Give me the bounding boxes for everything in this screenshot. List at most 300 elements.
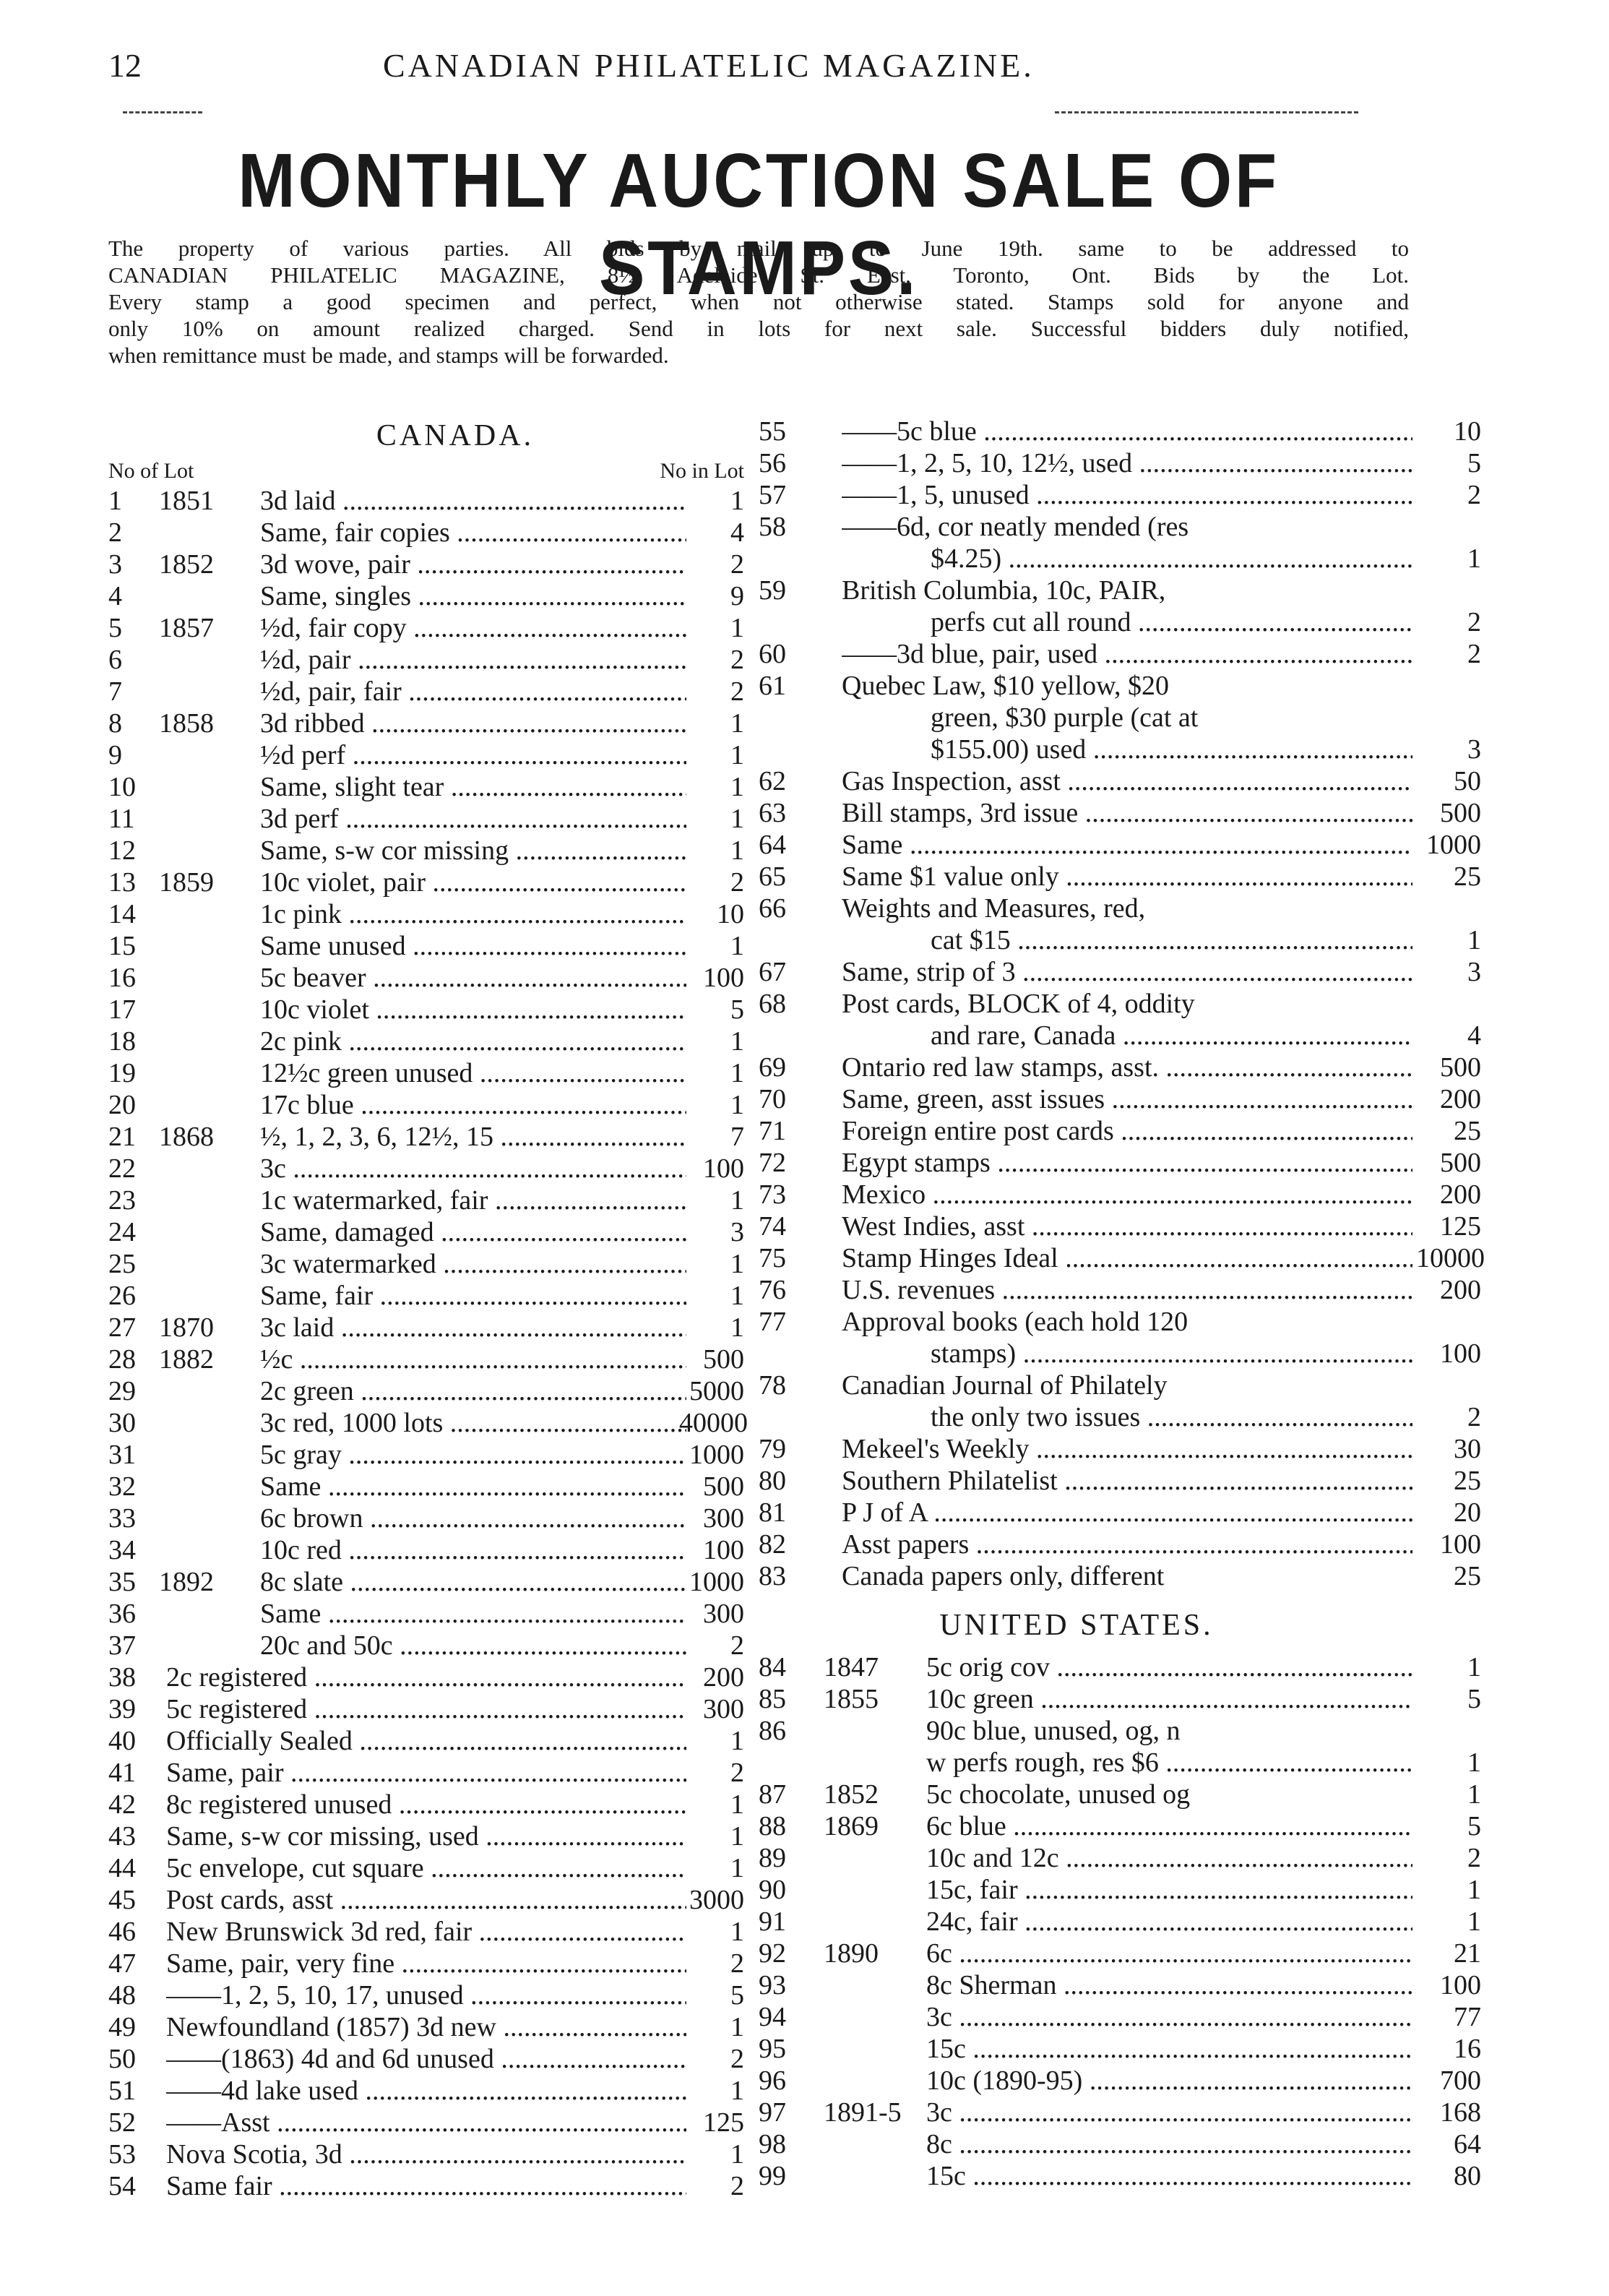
intro-line: when remittance must be made, and stamps will be forwarded. bbox=[108, 343, 669, 368]
lot-row bbox=[108, 1598, 744, 1630]
lot-description: the only two issues ..... bbox=[931, 1401, 1412, 1433]
lot-number: 51 bbox=[108, 2076, 136, 2106]
lot-row bbox=[759, 670, 1481, 702]
lot-number: 9 bbox=[108, 740, 122, 770]
lot-number: 5 bbox=[108, 613, 122, 643]
lot-number: 68 bbox=[759, 989, 786, 1019]
lot-row bbox=[108, 1089, 744, 1121]
lot-row bbox=[108, 1725, 744, 1757]
lot-quantity: 10000 bbox=[1416, 1243, 1485, 1273]
lot-description: U.S. revenues ..... bbox=[842, 1274, 1412, 1306]
lot-number: 92 bbox=[759, 1938, 786, 1969]
lot-row bbox=[759, 511, 1481, 543]
intro-line: CANADIAN PHILATELIC MAGAZINE, 8½ Adelaide St. East, Toronto, Ont. Bids by the Lot. bbox=[108, 262, 1409, 288]
lot-description: 15c ..... bbox=[926, 2160, 1412, 2192]
lot-quantity: 1 bbox=[730, 1821, 744, 1852]
lot-number: 8 bbox=[108, 708, 122, 739]
lot-number: 60 bbox=[759, 639, 786, 669]
lot-description: Mekeel's Weekly ..... bbox=[842, 1433, 1412, 1465]
lot-quantity: 100 bbox=[703, 1153, 744, 1184]
lot-number: 54 bbox=[108, 2171, 136, 2201]
lot-number: 1 bbox=[108, 486, 122, 516]
lot-row bbox=[759, 1083, 1481, 1115]
lot-number: 41 bbox=[108, 1758, 136, 1788]
lot-number: 53 bbox=[108, 2139, 136, 2170]
lot-row bbox=[108, 2170, 744, 2202]
intro-line: only 10% on amount realized charged. Send in lots for next sale. Successful bidders duly notified, bbox=[108, 316, 1409, 341]
lot-description: 6c brown ..... bbox=[260, 1502, 686, 1534]
lot-number: 14 bbox=[108, 899, 136, 929]
lot-year: 1852 bbox=[159, 549, 214, 580]
lot-row bbox=[108, 1312, 744, 1343]
lot-quantity: 1 bbox=[730, 740, 744, 770]
lot-number: 42 bbox=[108, 1789, 136, 1820]
lot-quantity: 5 bbox=[1467, 1684, 1481, 1714]
lot-description: 10c red ..... bbox=[260, 1534, 686, 1566]
intro-paragraph bbox=[108, 235, 1409, 369]
no-in-lot-header: No in Lot bbox=[660, 459, 744, 483]
lot-description: ——Asst ..... bbox=[166, 2107, 686, 2138]
lot-row bbox=[759, 606, 1481, 638]
lot-number: 30 bbox=[108, 1408, 136, 1438]
lot-number: 57 bbox=[759, 480, 786, 510]
lot-number: 82 bbox=[759, 1529, 786, 1560]
lot-row bbox=[108, 867, 744, 898]
lot-number: 37 bbox=[108, 1630, 136, 1661]
lot-row bbox=[759, 1370, 1481, 1401]
lot-quantity: 64 bbox=[1454, 2129, 1481, 2159]
lot-row bbox=[759, 1528, 1481, 1560]
lot-row bbox=[759, 575, 1481, 606]
lot-description: Post cards, asst ..... bbox=[166, 1884, 686, 1916]
lot-number: 66 bbox=[759, 893, 786, 924]
lot-quantity: 100 bbox=[703, 1535, 744, 1565]
lot-number: 36 bbox=[108, 1599, 136, 1629]
lot-row bbox=[108, 1439, 744, 1471]
lot-number: 52 bbox=[108, 2107, 136, 2138]
intro-line: The property of various parties. All bids by mail up to June 19th. same to be addressed to bbox=[108, 236, 1409, 261]
lot-description: 90c blue, unused, og, n bbox=[926, 1716, 1181, 1746]
lot-row bbox=[108, 676, 744, 708]
lot-quantity: 1 bbox=[730, 708, 744, 739]
lot-description: ½d perf ..... bbox=[260, 739, 686, 771]
lot-quantity: 168 bbox=[1440, 2097, 1481, 2128]
lot-quantity: 2 bbox=[1467, 1402, 1481, 1432]
lot-number: 70 bbox=[759, 1084, 786, 1114]
lot-quantity: 16 bbox=[1454, 2034, 1481, 2064]
lot-quantity: 5 bbox=[730, 994, 744, 1025]
lot-row bbox=[108, 835, 744, 867]
lot-quantity: 1 bbox=[730, 804, 744, 834]
lot-number: 74 bbox=[759, 1211, 786, 1242]
lot-quantity: 1 bbox=[730, 2139, 744, 2170]
lot-number: 43 bbox=[108, 1821, 136, 1852]
lot-number: 2 bbox=[108, 517, 122, 548]
lot-row bbox=[759, 2001, 1481, 2033]
lot-row bbox=[759, 2097, 1481, 2128]
lot-quantity: 2 bbox=[1467, 639, 1481, 669]
lot-number: 15 bbox=[108, 931, 136, 961]
lot-description: w perfs rough, res $6 ..... bbox=[926, 1747, 1412, 1779]
lot-number: 23 bbox=[108, 1185, 136, 1216]
lot-quantity: 500 bbox=[703, 1344, 744, 1375]
lot-row bbox=[759, 1465, 1481, 1497]
lot-description: Same ..... bbox=[260, 1471, 686, 1502]
lot-description: ½c ..... bbox=[260, 1343, 686, 1375]
lot-number: 90 bbox=[759, 1875, 786, 1905]
lot-description: Same, fair ..... bbox=[260, 1280, 686, 1312]
lot-year: 1869 bbox=[824, 1811, 879, 1841]
lot-quantity: 1 bbox=[730, 1026, 744, 1057]
lot-quantity: 1 bbox=[730, 931, 744, 961]
lot-number: 78 bbox=[759, 1370, 786, 1401]
lot-quantity: 2 bbox=[1467, 607, 1481, 637]
lot-description: Nova Scotia, 3d ..... bbox=[166, 2138, 686, 2170]
lot-number: 34 bbox=[108, 1535, 136, 1565]
no-of-lot-header: No of Lot bbox=[108, 459, 194, 483]
lot-row bbox=[759, 1747, 1481, 1779]
page-header bbox=[108, 46, 1481, 104]
united-states-lot-list bbox=[759, 1651, 1481, 2192]
canada-column bbox=[108, 416, 748, 2202]
lot-description: 3c red, 1000 lots ..... bbox=[260, 1407, 686, 1439]
lot-description: ——1, 5, unused ..... bbox=[842, 479, 1412, 511]
lot-description: P J of A ..... bbox=[842, 1497, 1412, 1528]
lot-row bbox=[759, 765, 1481, 797]
lot-quantity: 200 bbox=[703, 1662, 744, 1693]
lot-number: 73 bbox=[759, 1179, 786, 1210]
lot-quantity: 1 bbox=[730, 835, 744, 866]
lot-description: Newfoundland (1857) 3d new ..... bbox=[166, 2011, 686, 2043]
lot-row bbox=[108, 803, 744, 835]
page-number: 12 bbox=[108, 47, 142, 84]
lot-number: 63 bbox=[759, 798, 786, 828]
lot-row bbox=[108, 962, 744, 994]
lot-number: 88 bbox=[759, 1811, 786, 1841]
lot-description: Same, green, asst issues ..... bbox=[842, 1083, 1412, 1115]
lot-description: 8c registered unused ..... bbox=[166, 1789, 686, 1820]
lot-row bbox=[108, 549, 744, 580]
lot-quantity: 1 bbox=[1467, 1906, 1481, 1937]
lot-row bbox=[108, 2107, 744, 2138]
lot-row bbox=[759, 1969, 1481, 2001]
lot-number: 38 bbox=[108, 1662, 136, 1693]
lot-quantity: 5 bbox=[1467, 448, 1481, 478]
lot-quantity: 200 bbox=[1440, 1084, 1481, 1114]
lot-quantity: 125 bbox=[1440, 1211, 1481, 1242]
lot-number: 24 bbox=[108, 1217, 136, 1247]
lot-row bbox=[759, 734, 1481, 765]
lot-quantity: 4 bbox=[730, 517, 744, 548]
lot-quantity: 2 bbox=[730, 867, 744, 898]
lot-row bbox=[108, 1026, 744, 1057]
lot-quantity: 500 bbox=[703, 1471, 744, 1502]
lot-row bbox=[759, 1433, 1481, 1465]
lot-quantity: 1 bbox=[1467, 543, 1481, 574]
lot-description: 5c registered ..... bbox=[166, 1693, 686, 1725]
lot-description: Mexico ..... bbox=[842, 1179, 1412, 1211]
lot-quantity: 1 bbox=[730, 772, 744, 802]
lot-row bbox=[759, 1779, 1481, 1810]
lot-description: $4.25) ..... bbox=[931, 543, 1412, 575]
lot-number: 12 bbox=[108, 835, 136, 866]
lot-row bbox=[759, 1306, 1481, 1338]
lot-row bbox=[759, 1715, 1481, 1747]
lot-quantity: 1 bbox=[730, 1185, 744, 1216]
lot-row bbox=[759, 447, 1481, 479]
lot-description: 3d wove, pair ..... bbox=[260, 549, 686, 580]
lot-row bbox=[108, 1820, 744, 1852]
lot-number: 95 bbox=[759, 2034, 786, 2064]
lot-row bbox=[108, 1916, 744, 1948]
lot-quantity: 1 bbox=[730, 1789, 744, 1820]
lot-quantity: 300 bbox=[703, 1599, 744, 1629]
lot-quantity: 1000 bbox=[689, 1440, 744, 1470]
lot-row bbox=[108, 1153, 744, 1184]
lot-description: Same ..... bbox=[842, 829, 1412, 861]
lot-year: 1870 bbox=[159, 1312, 214, 1343]
lot-description: Same $1 value only ..... bbox=[842, 861, 1412, 893]
lot-row bbox=[759, 1274, 1481, 1306]
column-headers bbox=[108, 456, 744, 485]
lot-number: 80 bbox=[759, 1466, 786, 1496]
lot-number: 97 bbox=[759, 2097, 786, 2128]
lot-row bbox=[759, 543, 1481, 575]
lot-number: 35 bbox=[108, 1567, 136, 1597]
lot-description: 2c registered ..... bbox=[166, 1661, 686, 1693]
lot-description: 10c green ..... bbox=[926, 1683, 1412, 1715]
lot-description: 17c blue ..... bbox=[260, 1089, 686, 1121]
lot-quantity: 1 bbox=[730, 2012, 744, 2042]
lot-quantity: 200 bbox=[1440, 1275, 1481, 1305]
lot-row bbox=[108, 1884, 744, 1916]
lot-description: 6c blue ..... bbox=[926, 1810, 1412, 1842]
lot-number: 3 bbox=[108, 549, 122, 580]
lot-number: 26 bbox=[108, 1281, 136, 1311]
lot-quantity: 100 bbox=[703, 963, 744, 993]
lot-description: 10c and 12c ..... bbox=[926, 1842, 1412, 1874]
lot-number: 32 bbox=[108, 1471, 136, 1502]
lot-description: New Brunswick 3d red, fair ..... bbox=[166, 1916, 686, 1948]
lot-number: 13 bbox=[108, 867, 136, 898]
united-states-section-title: UNITED STATES. bbox=[939, 1609, 1214, 1642]
lot-number: 85 bbox=[759, 1684, 786, 1714]
lot-row bbox=[108, 1216, 744, 1248]
lot-description: 2c pink ..... bbox=[260, 1026, 686, 1057]
lot-description: perfs cut all round ..... bbox=[931, 606, 1412, 638]
lot-quantity: 300 bbox=[703, 1694, 744, 1724]
lot-quantity: 2 bbox=[730, 645, 744, 675]
lot-year: 1868 bbox=[159, 1122, 214, 1152]
lot-description: Bill stamps, 3rd issue ..... bbox=[842, 797, 1412, 829]
lot-row bbox=[759, 2065, 1481, 2097]
lot-row bbox=[759, 1179, 1481, 1211]
lot-quantity: 2 bbox=[730, 1630, 744, 1661]
lot-number: 39 bbox=[108, 1694, 136, 1724]
lot-quantity: 700 bbox=[1440, 2065, 1481, 2096]
lot-description: Same, pair, very fine ..... bbox=[166, 1948, 686, 1979]
lot-description: 3d laid ..... bbox=[260, 485, 686, 517]
lot-quantity: 5000 bbox=[689, 1376, 744, 1406]
lot-description: ½d, pair, fair ..... bbox=[260, 676, 686, 708]
lot-number: 17 bbox=[108, 994, 136, 1025]
lot-number: 64 bbox=[759, 830, 786, 860]
lot-quantity: 5 bbox=[1467, 1811, 1481, 1841]
lot-quantity: 1 bbox=[730, 1917, 744, 1947]
lot-description: ——6d, cor neatly mended (res bbox=[842, 512, 1189, 542]
lot-quantity: 30 bbox=[1454, 1434, 1481, 1464]
lot-row bbox=[108, 1630, 744, 1661]
lot-quantity: 500 bbox=[1440, 1052, 1481, 1083]
lot-row bbox=[108, 1502, 744, 1534]
lot-description: 6c ..... bbox=[926, 1938, 1412, 1969]
lot-quantity: 1 bbox=[730, 1090, 744, 1120]
lot-description: ——4d lake used ..... bbox=[166, 2075, 686, 2107]
lot-number: 50 bbox=[108, 2044, 136, 2074]
lot-row bbox=[108, 2043, 744, 2075]
lot-year: 1892 bbox=[159, 1567, 214, 1597]
lot-description: Asst papers ..... bbox=[842, 1528, 1412, 1560]
lot-row bbox=[108, 580, 744, 612]
lot-number: 10 bbox=[108, 772, 136, 802]
lot-year: 1882 bbox=[159, 1344, 214, 1375]
lot-description: Same, damaged ..... bbox=[260, 1216, 686, 1248]
lot-number: 81 bbox=[759, 1497, 786, 1528]
lot-row bbox=[108, 1566, 744, 1598]
lot-row bbox=[759, 861, 1481, 893]
lot-description: Same, s-w cor missing ..... bbox=[260, 835, 686, 867]
lot-row bbox=[108, 2138, 744, 2170]
lot-description: 10c violet ..... bbox=[260, 994, 686, 1026]
lot-number: 87 bbox=[759, 1779, 786, 1810]
lot-description: Same unused ..... bbox=[260, 930, 686, 962]
header-rule-left bbox=[123, 111, 202, 113]
lot-number: 84 bbox=[759, 1652, 786, 1682]
lot-number: 49 bbox=[108, 2012, 136, 2042]
lot-description: 12½c green unused ..... bbox=[260, 1057, 686, 1089]
lot-description: stamps) ..... bbox=[931, 1338, 1412, 1370]
intro-line: Every stamp a good specimen and perfect, when not otherwise stated. Stamps sold for anyone and bbox=[108, 289, 1409, 314]
lot-description: ½, 1, 2, 3, 6, 12½, 15 ..... bbox=[260, 1121, 686, 1153]
lot-description: 3c ..... bbox=[926, 2001, 1412, 2033]
lot-row bbox=[108, 612, 744, 644]
lot-number: 91 bbox=[759, 1906, 786, 1937]
lot-description: 24c, fair ..... bbox=[926, 1906, 1412, 1938]
lot-year: 1852 bbox=[824, 1779, 879, 1810]
lot-row bbox=[108, 1375, 744, 1407]
lot-number: 40 bbox=[108, 1726, 136, 1756]
lot-row bbox=[108, 1757, 744, 1789]
lot-row bbox=[759, 1560, 1481, 1592]
lot-description: British Columbia, 10c, PAIR, bbox=[842, 575, 1166, 606]
lot-row bbox=[759, 1842, 1481, 1874]
lot-description: Weights and Measures, red, bbox=[842, 893, 1146, 924]
lot-description: Same, fair copies ..... bbox=[260, 517, 686, 549]
lot-quantity: 1 bbox=[730, 486, 744, 516]
lot-quantity: 20 bbox=[1454, 1497, 1481, 1528]
lot-quantity: 1 bbox=[730, 1312, 744, 1343]
lot-quantity: 1 bbox=[1467, 1875, 1481, 1905]
lot-number: 94 bbox=[759, 2002, 786, 2032]
lot-row bbox=[108, 1184, 744, 1216]
lot-row bbox=[759, 956, 1481, 988]
lot-quantity: 125 bbox=[703, 2107, 744, 2138]
lot-quantity: 3000 bbox=[689, 1885, 744, 1915]
lot-description: Egypt stamps ..... bbox=[842, 1147, 1412, 1179]
lot-number: 46 bbox=[108, 1917, 136, 1947]
lot-row bbox=[108, 644, 744, 676]
lot-description: cat $15 ..... bbox=[931, 924, 1412, 956]
lot-number: 11 bbox=[108, 804, 135, 834]
lot-description: 20c and 50c ..... bbox=[260, 1630, 686, 1661]
lot-row bbox=[759, 2033, 1481, 2065]
lot-quantity: 1 bbox=[730, 1853, 744, 1883]
lot-number: 71 bbox=[759, 1116, 786, 1146]
lot-description: and rare, Canada ..... bbox=[931, 1020, 1412, 1052]
lot-number: 77 bbox=[759, 1307, 786, 1337]
lot-description: 8c ..... bbox=[926, 2128, 1412, 2160]
lot-row bbox=[108, 2011, 744, 2043]
lot-row bbox=[759, 1242, 1485, 1274]
lot-quantity: 40000 bbox=[679, 1408, 748, 1438]
lot-row bbox=[108, 1407, 748, 1439]
lot-number: 93 bbox=[759, 1970, 786, 2000]
lot-quantity: 21 bbox=[1454, 1938, 1481, 1969]
lot-number: 75 bbox=[759, 1243, 786, 1273]
lot-number: 33 bbox=[108, 1503, 136, 1534]
lot-description: 3c ..... bbox=[260, 1153, 686, 1184]
lot-quantity: 25 bbox=[1454, 1466, 1481, 1496]
lot-row bbox=[108, 1248, 744, 1280]
lot-quantity: 1 bbox=[730, 1249, 744, 1279]
lot-description: Foreign entire post cards ..... bbox=[842, 1115, 1412, 1147]
lot-description: Southern Philatelist ..... bbox=[842, 1465, 1412, 1497]
lot-description: 1c watermarked, fair ..... bbox=[260, 1184, 686, 1216]
lot-number: 58 bbox=[759, 512, 786, 542]
lot-description: 8c Sherman ..... bbox=[926, 1969, 1412, 2001]
lot-number: 65 bbox=[759, 861, 786, 892]
lot-number: 96 bbox=[759, 2065, 786, 2096]
lot-quantity: 500 bbox=[1440, 1148, 1481, 1178]
lot-description: 5c gray ..... bbox=[260, 1439, 686, 1471]
lot-quantity: 2 bbox=[730, 2044, 744, 2074]
lot-row bbox=[108, 739, 744, 771]
lot-quantity: 100 bbox=[1440, 1338, 1481, 1369]
lot-quantity: 25 bbox=[1454, 861, 1481, 892]
lot-row bbox=[108, 994, 744, 1026]
right-column bbox=[759, 416, 1485, 2192]
running-head: CANADIAN PHILATELIC MAGAZINE. bbox=[383, 47, 1035, 84]
lot-description: 3c ..... bbox=[926, 2097, 1412, 2128]
lot-year: 1855 bbox=[824, 1684, 879, 1714]
lot-row bbox=[108, 485, 744, 517]
lot-description: 5c chocolate, unused og bbox=[926, 1779, 1191, 1810]
lot-row bbox=[759, 416, 1481, 447]
lot-year: 1857 bbox=[159, 613, 214, 643]
lot-quantity: 1000 bbox=[1426, 830, 1481, 860]
lot-row bbox=[108, 898, 744, 930]
lot-quantity: 10 bbox=[717, 899, 744, 929]
lot-row bbox=[108, 1057, 744, 1089]
continued-lot-list bbox=[759, 416, 1485, 1592]
lot-description: ½d, pair ..... bbox=[260, 644, 686, 676]
canada-section-title: CANADA. bbox=[376, 419, 535, 452]
lot-number: 28 bbox=[108, 1344, 136, 1375]
lot-row bbox=[759, 797, 1481, 829]
lot-quantity: 4 bbox=[1467, 1020, 1481, 1051]
lot-quantity: 1000 bbox=[689, 1567, 744, 1597]
lot-description: 15c ..... bbox=[926, 2033, 1412, 2065]
